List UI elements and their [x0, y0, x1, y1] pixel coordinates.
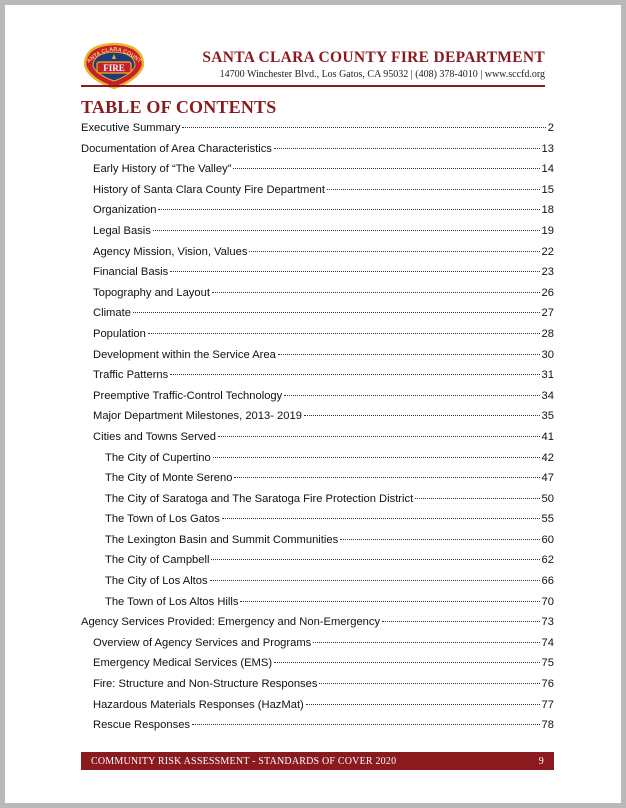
logo-arc-text: ANTA CLARA COUNT [86, 46, 142, 65]
toc-entry-page: 14 [541, 163, 554, 176]
toc-leader-dots [319, 683, 539, 684]
toc-entry[interactable] [81, 410, 554, 431]
toc-entry-page: 19 [541, 224, 554, 237]
toc-leader-dots [304, 415, 540, 416]
fire-department-logo [79, 41, 149, 91]
toc-leader-dots [182, 127, 545, 128]
toc-entry-label: Executive Summary [81, 122, 181, 134]
toc-entry-page: 60 [541, 533, 554, 546]
toc-entry-label: The Town of Los Altos Hills [105, 595, 239, 608]
toc-leader-dots [234, 477, 539, 478]
toc-entry-page: 50 [541, 492, 554, 505]
toc-entry-page: 35 [541, 410, 554, 423]
toc-leader-dots [306, 704, 540, 705]
toc-entry-page: 2 [547, 122, 554, 134]
toc-leader-dots [382, 621, 539, 622]
table-of-contents [81, 122, 554, 740]
toc-leader-dots [192, 724, 540, 725]
toc-entry-label: Climate [93, 307, 131, 320]
toc-leader-dots [211, 559, 539, 560]
toc-leader-dots [233, 168, 539, 169]
toc-entry-page: 70 [541, 595, 554, 608]
toc-leader-dots [327, 189, 540, 190]
toc-entry[interactable] [81, 678, 554, 699]
toc-entry-page: 66 [541, 575, 554, 588]
toc-entry[interactable] [81, 575, 554, 596]
toc-entry-label: The City of Cupertino [105, 451, 211, 464]
document-page [5, 5, 621, 803]
toc-entry-page: 76 [541, 678, 554, 691]
toc-entry-page: 31 [541, 369, 554, 382]
toc-entry-label: The City of Los Altos [105, 575, 208, 588]
toc-leader-dots [158, 209, 539, 210]
toc-entry[interactable] [81, 719, 554, 740]
toc-entry-label: The City of Campbell [105, 554, 210, 567]
toc-leader-dots [212, 292, 540, 293]
toc-entry[interactable] [81, 266, 554, 287]
toc-entry-label: Agency Services Provided: Emergency and Non-Emergency [81, 616, 381, 629]
toc-entry-page: 23 [541, 266, 554, 279]
toc-leader-dots [170, 374, 539, 375]
toc-entry[interactable] [81, 307, 554, 328]
toc-entry-label: Fire: Structure and Non-Structure Responses [93, 678, 318, 691]
toc-entry-label: Emergency Medical Services (EMS) [93, 657, 273, 670]
toc-entry-label: Agency Mission, Vision, Values [93, 245, 248, 258]
toc-entry-label: The City of Saratoga and The Saratoga Fire Protection District [105, 492, 414, 505]
toc-entry-label: Cities and Towns Served [93, 430, 216, 443]
toc-leader-dots [133, 312, 540, 313]
toc-entry-page: 47 [541, 472, 554, 485]
toc-leader-dots [278, 354, 540, 355]
toc-entry-page: 74 [541, 636, 554, 649]
toc-leader-dots [340, 539, 539, 540]
toc-entry[interactable] [81, 287, 554, 308]
department-name: SANTA CLARA COUNTY FIRE DEPARTMENT [202, 49, 545, 66]
toc-leader-dots [249, 251, 539, 252]
toc-entry[interactable] [81, 431, 554, 452]
toc-entry[interactable] [81, 328, 554, 349]
toc-entry-page: 30 [541, 348, 554, 361]
toc-entry[interactable] [81, 122, 554, 143]
toc-entry-label: Rescue Responses [93, 719, 191, 732]
toc-entry-label: Topography and Layout [93, 286, 210, 299]
toc-entry-page: 62 [541, 554, 554, 567]
toc-leader-dots [274, 148, 540, 149]
toc-leader-dots [153, 230, 540, 231]
toc-entry-page: 73 [541, 616, 554, 629]
toc-entry-page: 55 [541, 513, 554, 526]
toc-entry-page: 22 [541, 245, 554, 258]
toc-leader-dots [218, 436, 540, 437]
toc-entry[interactable] [81, 657, 554, 678]
toc-leader-dots [222, 518, 540, 519]
toc-entry[interactable] [81, 637, 554, 658]
toc-entry-label: Major Department Milestones, 2013- 2019 [93, 410, 302, 423]
toc-leader-dots [213, 457, 540, 458]
footer-page-number: 9 [538, 755, 544, 767]
toc-entry-page: 13 [541, 142, 554, 155]
toc-entry[interactable] [81, 699, 554, 720]
toc-entry[interactable] [81, 349, 554, 370]
toc-entry-label: Preemptive Traffic-Control Technology [93, 389, 283, 402]
toc-entry-label: Financial Basis [93, 266, 169, 279]
toc-entry[interactable] [81, 163, 554, 184]
toc-entry-label: Hazardous Materials Responses (HazMat) [93, 698, 304, 711]
header-divider [81, 85, 545, 87]
toc-heading: TABLE OF CONTENTS [81, 97, 277, 117]
toc-entry[interactable] [81, 493, 554, 514]
toc-entry-label: Overview of Agency Services and Programs [93, 636, 312, 649]
toc-leader-dots [240, 601, 539, 602]
toc-entry-page: 15 [541, 183, 554, 196]
toc-entry[interactable] [81, 472, 554, 493]
toc-entry-page: 18 [541, 204, 554, 217]
toc-entry[interactable] [81, 616, 554, 637]
page-footer [81, 752, 554, 770]
toc-entry[interactable] [81, 246, 554, 267]
toc-leader-dots [313, 642, 539, 643]
toc-entry-label: Documentation of Area Characteristics [81, 142, 272, 155]
toc-entry-label: Early History of “The Valley” [93, 163, 232, 176]
toc-leader-dots [148, 333, 540, 334]
toc-entry-label: History of Santa Clara County Fire Department [93, 183, 325, 196]
footer-title: COMMUNITY RISK ASSESSMENT - STANDARDS OF COVER 2020 [91, 755, 397, 767]
toc-entry[interactable] [81, 554, 554, 575]
toc-entry[interactable] [81, 369, 554, 390]
toc-leader-dots [274, 662, 539, 663]
toc-entry[interactable] [81, 225, 554, 246]
toc-entry-page: 28 [541, 327, 554, 340]
logo-center-text: FIRE [103, 63, 125, 73]
toc-entry[interactable] [81, 452, 554, 473]
toc-leader-dots [210, 580, 540, 581]
toc-entry-page: 75 [541, 657, 554, 670]
toc-entry-label: The Lexington Basin and Summit Communities [105, 533, 339, 546]
toc-entry[interactable] [81, 534, 554, 555]
toc-entry-page: 34 [541, 389, 554, 402]
toc-entry[interactable] [81, 204, 554, 225]
toc-entry-page: 42 [541, 451, 554, 464]
toc-leader-dots [170, 271, 539, 272]
toc-leader-dots [284, 395, 539, 396]
toc-entry[interactable] [81, 596, 554, 617]
toc-entry-label: Development within the Service Area [93, 348, 276, 361]
toc-entry-label: The Town of Los Gatos [105, 513, 220, 526]
toc-entry-label: Organization [93, 204, 157, 217]
toc-entry-page: 78 [541, 719, 554, 732]
toc-entry-page: 77 [541, 698, 554, 711]
toc-entry-label: Traffic Patterns [93, 369, 169, 382]
toc-entry-label: Legal Basis [93, 224, 151, 237]
toc-entry[interactable] [81, 184, 554, 205]
toc-leader-dots [415, 498, 539, 499]
toc-entry-page: 27 [541, 307, 554, 320]
toc-entry[interactable] [81, 143, 554, 164]
toc-entry-page: 26 [541, 286, 554, 299]
toc-entry[interactable] [81, 390, 554, 411]
toc-entry-label: Population [93, 327, 146, 340]
department-contact: 14700 Winchester Blvd., Los Gatos, CA 95032 | (408) 378-4010 | www.sccfd.org [219, 69, 545, 80]
toc-entry-label: The City of Monte Sereno [105, 472, 233, 485]
toc-entry[interactable] [81, 513, 554, 534]
toc-entry-page: 41 [541, 430, 554, 443]
